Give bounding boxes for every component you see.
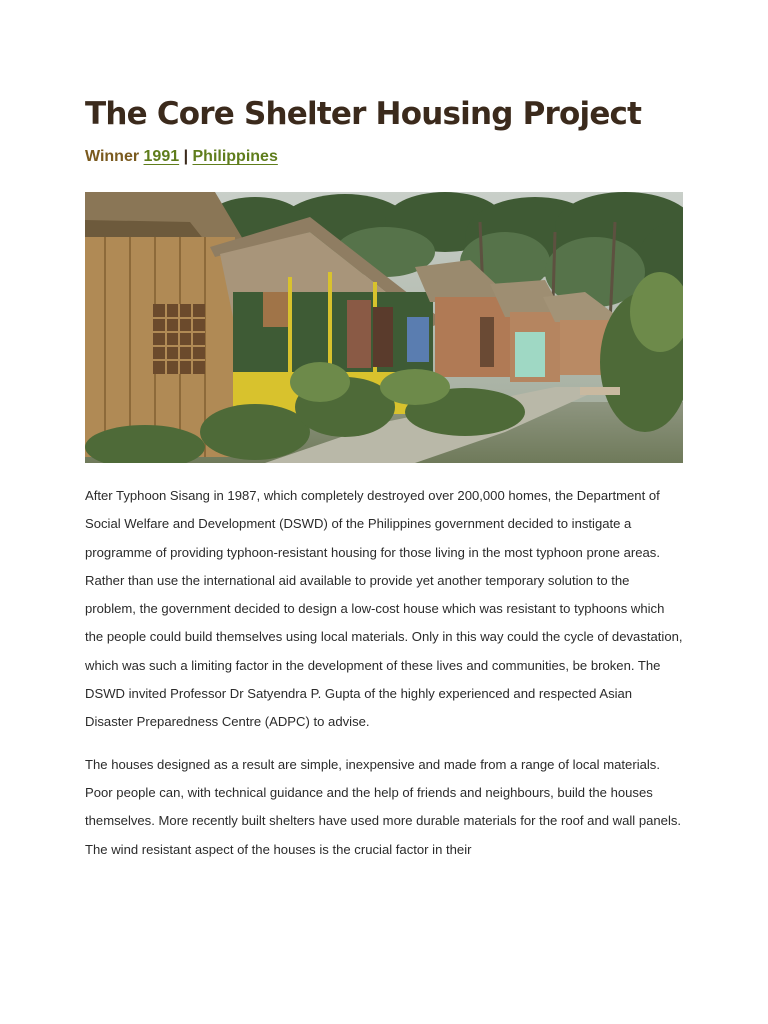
paragraph-1: After Typhoon Sisang in 1987, which completely destroyed over 200,000 homes, the Department of Social Welfare and Development (DSWD) of the Philippines government decided to instigate a programme of providing typhoon-resistant housing for those living in the most typhoon prone areas. Rather than use the international aid available to provide yet another temporary solution to the problem, the government decided to design a low-cost house which was resistant to typhoons which the people could build themselves using local materials. Only in this way could the cycle of devastation, which was such a limiting factor in the development of these lives and communities, be broken. The DSWD invited Professor Dr Satyendra P. Gupta of the highly experienced and respected Asian Disaster Preparedness Centre (ADPC) to advise. — [85, 488, 683, 730]
separator: | — [179, 148, 193, 165]
article — [85, 92, 683, 878]
paragraph-2: The houses designed as a result are simple, inexpensive and made from a range of local materials. Poor people can, with technical guidance and the help of friends and neighbours, build the houses themselves. More recently built shelters have used more durable materials for the roof and wall panels. The wind resistant aspect of the houses is the crucial factor in their — [85, 756, 682, 857]
article-body — [85, 482, 683, 864]
winner-label: Winner — [85, 148, 144, 165]
project-photo — [85, 192, 683, 463]
country-link[interactable]: Philippines — [192, 148, 278, 165]
year-link[interactable]: 1991 — [143, 148, 180, 165]
award-line — [85, 146, 683, 168]
page-title: The Core Shelter Housing Project — [85, 96, 642, 132]
